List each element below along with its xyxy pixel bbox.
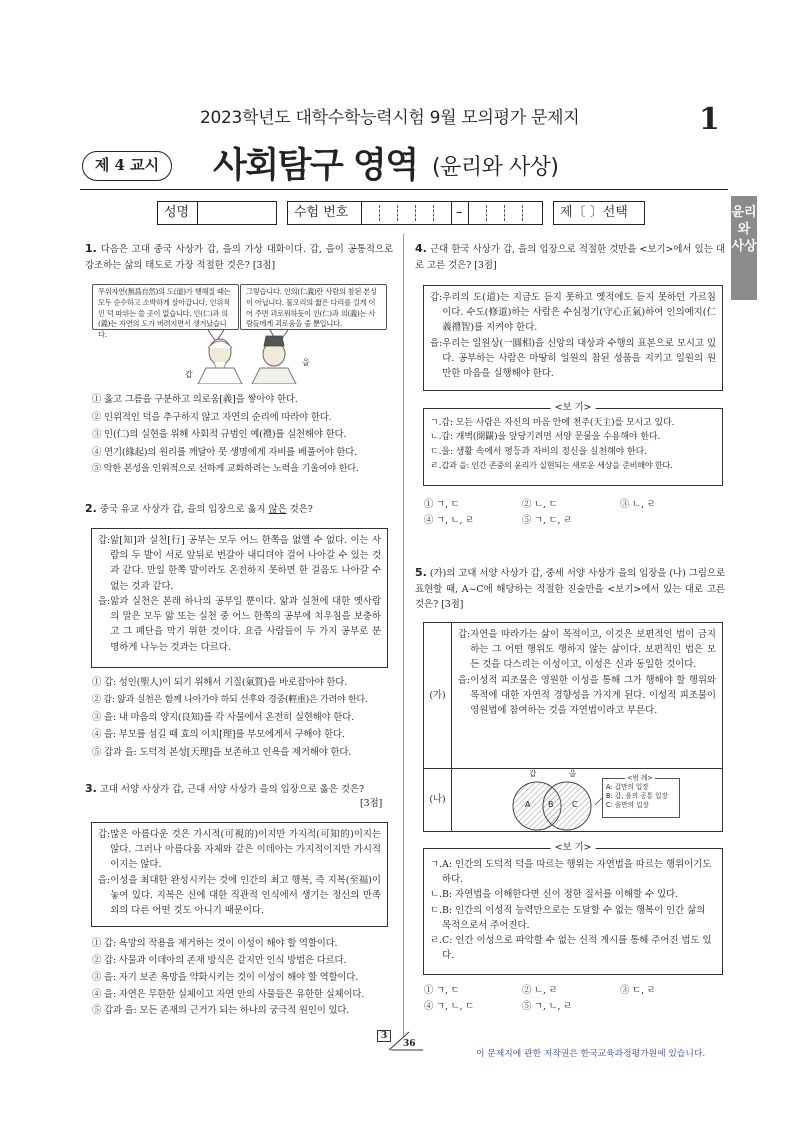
question-4-option-1[interactable]: ① ㄱ, ㄷ <box>424 499 460 510</box>
question-5-option-5[interactable]: ⑤ ㄱ, ㄴ, ㄹ <box>522 1001 573 1012</box>
question-2-text-end: 것은? <box>286 504 313 515</box>
venn-circles <box>452 769 722 831</box>
passage-gap: 자연을 따라가는 삶이 목적이고, 이것은 보편적인 법이 금지하는 그 어떤 행위도 행하지 않는 삶이다. 보편적인 법은 모든 것을 다스리는 이성이고, 이성은 신과 동일한 것이다. <box>470 629 716 671</box>
question-2-option-5[interactable]: ⑤ 갑과 을: 도덕적 본성[天理]을 보존하고 인욕을 제거해야 한다. <box>92 747 352 758</box>
page-number: 1 <box>699 102 720 137</box>
question-2-number: 2. <box>85 502 97 515</box>
bogi-item <box>430 459 716 473</box>
page-indicator <box>377 1030 423 1052</box>
question-4-option-5[interactable]: ⑤ ㄱ, ㄷ, ㄹ <box>522 515 573 526</box>
subject-side-tab: 윤리와 사상 <box>731 196 757 300</box>
name-field[interactable] <box>157 201 277 225</box>
bogi-item-label: ㄷ. <box>430 904 443 916</box>
digit-divider <box>486 205 487 221</box>
question-3-option-1[interactable]: ① 갑: 욕망의 작용을 제거하는 것이 이성이 해야 할 역할이다. <box>92 938 338 949</box>
question-4-option-3[interactable]: ③ ㄴ, ㄹ <box>620 499 656 510</box>
venn-legend-item: B: 갑, 을의 공통 입장 <box>606 792 668 800</box>
question-2-emphasis: 않은 <box>268 504 287 515</box>
name-divider <box>197 202 198 224</box>
bogi-item <box>430 933 716 963</box>
question-1-option-5[interactable]: ⑤ 악한 본성을 인위적으로 선하게 교화하려는 노력을 기울여야 한다. <box>92 464 359 474</box>
page-current: 3 <box>377 1030 391 1042</box>
question-5-table <box>423 622 723 832</box>
passage-gap: 앎[知]과 실천[行] 공부는 모두 어느 한쪽을 없앨 수 없다. 이는 사람의 두 발이 서로 앞뒤로 번갈아 내디뎌야 걸어 나아갈 수 있는 것과 같다. 만일 한쪽 발이라도 온전하지 못하면 한 걸음도 나아갈 수 없는 것과 같다. <box>110 535 381 592</box>
passage-eul: 이성적 피조물은 영원한 이성을 통해 그가 행해야 할 행위와 목적에 대한 자연적 경향성을 가지게 된다. 이성적 피조물이 영원법에 참여하는 것을 자연법이라고 부른다. <box>470 674 716 717</box>
exam-number-divider <box>361 202 362 224</box>
speaker-gap: 갑: <box>458 629 471 640</box>
speaker-eul: 을: <box>98 595 111 607</box>
question-3-option-4[interactable]: ④ 을: 자연은 무한한 실체이고 자연 안의 사물들은 유한한 실체이다. <box>92 989 365 1000</box>
bogi-item-text: B: 자연법을 이해한다면 신이 정한 질서를 이해할 수 있다. <box>442 889 679 901</box>
question-1-illustration <box>90 284 387 384</box>
venn-region-a: A <box>525 800 531 809</box>
venn-diagram <box>452 769 722 831</box>
subject-subtitle: (윤리와 사상) <box>432 155 559 180</box>
figure-label-gap: 갑 <box>185 370 193 379</box>
speaker-gap: 갑: <box>98 829 111 840</box>
venn-label-left: 갑 <box>529 769 537 778</box>
question-3-option-3[interactable]: ③ 을: 자기 보존 욕망을 약화시키는 것이 이성이 해야 할 역할이다. <box>92 972 359 983</box>
digit-divider <box>433 205 434 221</box>
question-2-option-1[interactable]: ① 갑: 성인(聖人)이 되기 위해서 기질(氣質)을 바로잡아야 한다. <box>92 677 348 688</box>
venn-legend-title: <범 례> <box>627 774 653 782</box>
question-3-passage <box>91 822 388 927</box>
question-3-number: 3. <box>85 782 97 795</box>
question-3-option-2[interactable]: ② 갑: 사물과 이데아의 존재 방식은 같지만 인식 방법은 다르다. <box>92 955 347 966</box>
column-divider <box>403 234 404 1037</box>
question-2-stem <box>85 500 393 518</box>
speech-bubble-gap: 무위자연(無爲自然)의 도(道)가 행해질 때는 모두 순수하고 소박하게 살아갑니다. 인위적인 덕 따위는 쓸 곳이 없습니다. 인(仁)과 의(義)는 자연의 도가 버려지면서 생겨났습니다. <box>92 284 239 330</box>
question-4-stem <box>415 240 725 273</box>
passage-gap: 많은 아름다운 것은 가시적(可視的)이지만 가지적(可知的)이지는 않다. 그러나 아름다움 자체와 같은 이데아는 가지적이지만 가시적이지는 않다. <box>110 829 381 871</box>
name-label: 성명 <box>164 205 190 220</box>
speaker-eul: 을: <box>430 337 443 349</box>
question-5-number: 5. <box>415 566 427 579</box>
exam-number-field[interactable] <box>287 201 543 225</box>
passage-eul: 우리는 일원상(一圓相)을 신앙의 대상과 수행의 표본으로 모시고 있다. 공부하는 사람은 마땅히 일원의 참된 성품을 지키고 일원의 원만한 마음을 실행해야 한다. <box>442 337 716 380</box>
title-rule <box>80 189 728 190</box>
venn-region-b: B <box>548 800 554 809</box>
digit-divider <box>379 205 380 221</box>
question-4-points: [3점] <box>474 259 497 271</box>
question-2-text: 중국 유교 사상가 갑, 을의 입장으로 옳지 <box>99 504 269 515</box>
speaker-gap: 갑: <box>430 292 443 303</box>
passage-eul: 이성을 최대한 완성시키는 것에 인간의 최고 행복, 즉 지복(至福)이 놓여 있다. 지복은 신에 대한 직관적 인식에서 생기는 정신의 만족 외의 다른 어떤 것도 아니기 때문이다. <box>110 874 381 917</box>
question-3-option-5[interactable]: ⑤ 갑과 을: 모든 존재의 근거가 되는 하나의 궁극적 원인이 있다. <box>92 1005 350 1016</box>
question-5-option-2[interactable]: ② ㄴ, ㄹ <box>522 985 558 996</box>
bogi-item-text: 갑: 모든 사람은 자신의 마음 안에 천주(天主)를 모시고 있다. <box>441 418 675 428</box>
bogi-item <box>430 857 716 887</box>
question-4-option-4[interactable]: ④ ㄱ, ㄴ, ㄹ <box>424 515 475 526</box>
bogi-heading: <보 기> <box>551 840 596 855</box>
question-4-passage <box>423 285 723 391</box>
venn-label-right: 을 <box>569 769 577 778</box>
digit-divider <box>468 202 469 224</box>
question-5-stem <box>415 564 725 612</box>
venn-legend <box>602 774 680 818</box>
bogi-item-label: ㄱ. <box>430 859 443 870</box>
speech-bubble-eul: 그렇습니다. 인의(仁義)란 사람의 참된 본성이 아닙니다. 물오리의 짧은 다리를 길게 이어 주면 괴로워하듯이 인(仁)과 의(義)는 사람들에게 괴로움을 줄 뿐입니다. <box>240 284 387 330</box>
bogi-item-label: ㄱ. <box>430 418 442 428</box>
exam-number-dash: – <box>456 205 463 220</box>
bogi-item-text: 을: 생활 속에서 평등과 자비의 정신을 실천해야 한다. <box>441 446 648 457</box>
bogi-item-text: 갑과 을: 인간 존중의 윤리가 실현되는 새로운 세상을 준비해야 한다. <box>441 460 673 471</box>
choice-field[interactable] <box>553 201 645 225</box>
question-2-option-3[interactable]: ③ 을: 내 마음의 양지(良知)를 각 사물에서 온전히 실현해야 한다. <box>92 712 354 723</box>
bogi-item-text: C: 인간 이성으로 파악할 수 없는 신적 계시를 통해 주어진 법도 있다. <box>442 935 712 962</box>
page-slash <box>377 1030 423 1052</box>
speaker-eul: 을: <box>458 674 471 686</box>
question-3-stem <box>85 780 389 798</box>
digit-divider <box>522 205 523 221</box>
bogi-item <box>430 445 716 459</box>
choice-label: 제〔 〕선택 <box>560 205 628 220</box>
question-1-option-4[interactable]: ④ 연기(緣起)의 원리를 깨달아 뭇 생명에게 자비를 베풀어야 한다. <box>92 447 358 458</box>
question-1-option-2[interactable]: ② 인위적인 덕을 추구하지 않고 자연의 순리에 따라야 한다. <box>92 412 332 423</box>
question-2-option-4[interactable]: ④ 을: 부모를 섬길 때 효의 이치[理]를 부모에게서 구해야 한다. <box>92 729 345 740</box>
exam-number-label: 수험 번호 <box>294 205 349 220</box>
subject-title: 사회탐구 영역 <box>213 146 418 186</box>
bogi-item-text: B: 인간의 이성적 능력만으로는 도달할 수 없는 행복이 인간 삶의 목적으로서 주어진다. <box>442 904 706 931</box>
period-badge: 제 4 교시 <box>82 151 172 181</box>
question-5-option-3[interactable]: ③ ㄷ, ㄹ <box>620 985 656 996</box>
bogi-item <box>430 430 716 444</box>
bogi-item-label: ㄷ. <box>430 446 442 457</box>
philosophers-illustration <box>90 284 387 384</box>
digit-divider <box>451 202 452 224</box>
question-2-option-2[interactable]: ② 갑: 앎과 실천은 함께 나아가야 하되 선후와 경중(輕重)은 가려야 한다. <box>92 695 368 705</box>
passage-gap: 우리의 도(道)는 지금도 듣지 못하고 옛적에도 듣지 못하던 가르침이다. 수도(修道)하는 사람은 수심정기(守心正氣)하여 인의예지(仁義禮智)를 지켜야 한다. <box>442 292 716 334</box>
page-total: 36 <box>403 1039 416 1049</box>
venn-legend-item: C: 을만의 입장 <box>606 801 649 809</box>
copyright-notice: 이 문제지에 관한 저작권은 한국교육과정평가원에 있습니다. <box>476 1049 706 1059</box>
digit-divider <box>504 205 505 221</box>
question-5-text: (가)의 고대 서양 사상가 갑, 중세 서양 사상가 을의 입장을 (나) 그림으로 표현할 때, A~C에 해당하는 적절한 진술만을 <보기>에서 있는 대로 고른 것은? <box>415 568 726 611</box>
digit-divider <box>397 205 398 221</box>
passage-eul: 앎과 실천은 본래 하나의 공부일 뿐이다. 앎과 실천에 대한 옛사람의 말은 모두 앎 또는 실천 중 어느 한쪽의 공부에 치우침을 보충하고 그 폐단을 막기 위한 것이다. 요즘 사람들이 두 가지 공부로 분명하게 나누는 것과는 다르다. <box>110 595 381 653</box>
question-5-bogi-box <box>423 842 723 975</box>
question-5-option-4[interactable]: ④ ㄱ, ㄴ, ㄷ <box>424 1001 475 1012</box>
question-2-passage <box>91 528 388 668</box>
label-na: (나) <box>424 769 452 831</box>
question-4-text: 근대 한국 사상가 갑, 을의 입장으로 적절한 것만을 <보기>에서 있는 대로 고른 것은? <box>415 244 726 271</box>
exam-title: 2023학년도 대학수학능력시험 9월 모의평가 문제지 <box>200 108 580 128</box>
bogi-item-label: ㄹ. <box>430 935 443 947</box>
bogi-item <box>430 416 716 430</box>
question-1-stem <box>85 240 393 273</box>
question-1-option-3[interactable]: ③ 인(仁)의 실현을 위해 사회적 규범인 예(禮)를 실천해야 한다. <box>92 429 347 440</box>
question-4-number: 4. <box>415 242 427 255</box>
question-3-text: 고대 서양 사상가 갑, 근대 서양 사상가 을의 입장으로 옳은 것은? <box>99 784 365 795</box>
question-4-bogi-box <box>423 402 723 486</box>
bogi-item-text: 갑: 개벽(開闢)을 앞당기려면 서양 문물을 수용해야 한다. <box>441 432 661 443</box>
label-ga: (가) <box>424 623 452 769</box>
speaker-gap: 갑: <box>98 535 111 546</box>
bogi-item <box>430 903 716 933</box>
bogi-item <box>430 887 716 902</box>
bogi-heading: <보 기> <box>551 400 596 415</box>
figure-label-eul: 을 <box>302 358 310 367</box>
bogi-item-label: ㄴ. <box>430 889 443 901</box>
venn-region-c: C <box>572 800 578 809</box>
venn-legend-item: A: 갑만의 입장 <box>606 783 649 791</box>
bogi-item-label: ㄴ. <box>430 432 442 443</box>
bogi-item-text: A: 인간의 도덕적 덕을 따르는 행위는 자연법을 따르는 행위이기도 하다. <box>442 859 712 886</box>
digit-divider <box>415 205 416 221</box>
speaker-eul: 을: <box>98 874 111 886</box>
question-1-option-1[interactable]: ① 옳고 그름을 구분하고 의로움[義]을 쌓아야 한다. <box>92 394 298 405</box>
question-5-option-1[interactable]: ① ㄱ, ㄷ <box>424 985 460 996</box>
question-5-points: [3점] <box>441 599 464 611</box>
question-1-text: 다음은 고대 중국 사상가 갑, 을의 가상 대화이다. 갑, 을이 공통적으로 강조하는 삶의 태도로 가장 적절한 것은? <box>85 244 394 271</box>
question-1-number: 1. <box>85 242 97 255</box>
question-1-points: [3점] <box>252 259 276 271</box>
question-5-passage <box>452 623 722 769</box>
bogi-item-label: ㄹ. <box>430 461 442 472</box>
question-3-points: [3점] <box>360 798 383 809</box>
question-4-option-2[interactable]: ② ㄴ, ㄷ <box>522 499 558 510</box>
